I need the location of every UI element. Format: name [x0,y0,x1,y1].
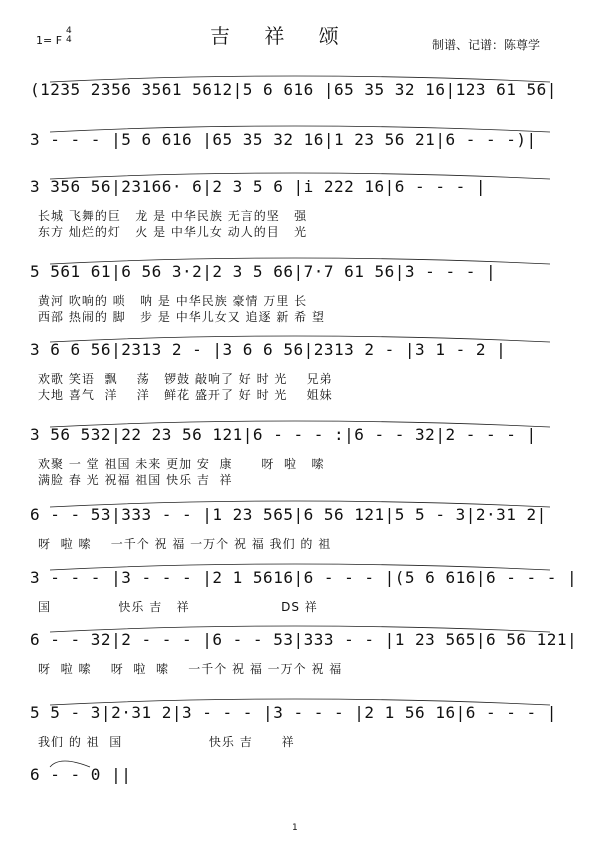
notation-line: (1235 2356 3561 5612|5 6 616 |65 35 32 16|123 61 56| [30,80,557,99]
song-title: 吉 祥 颂 [210,24,353,48]
notation-line: 3 356 56|23166· 6|2 3 5 6 |i 222 16|6 - - - | [30,177,486,196]
notation-line: 6 - - 32|2 - - - |6 - - 53|333 - - |1 23 565|6 56 121| [30,630,578,649]
score-line [30,177,578,247]
notation-line: 3 6 6 56|2313 2 - |3 6 6 56|2313 2 - |3 1 - 2 | [30,340,507,359]
lyric-line: 国 快乐 吉 祥 DS 祥 [38,600,318,614]
score-line [30,630,578,700]
slur-marks [30,560,578,572]
notation-line: 5 561 61|6 56 3·2|2 3 5 66|7·7 61 56|3 - - - | [30,262,497,281]
slur-marks [30,72,578,84]
slur-marks [30,695,578,707]
lyric-line: 长城 飞舞的巨 龙 是 中华民族 无言的坚 强 [38,209,308,223]
lyric-line: 欢聚 一 堂 祖国 未来 更加 安 康 呀 啦 嗦 [38,457,325,471]
arranger-credit: 制谱、记谱：陈尊学 [432,38,541,52]
slur-marks [30,332,578,344]
lyric-line: 呀 啦 嗦 一千个 祝 福 一万个 祝 福 我们 的 祖 [38,537,332,551]
meter-bottom: 4 [66,35,72,45]
slur-marks [30,497,578,509]
notation-line: 3 - - - |5 6 616 |65 35 32 16|1 23 56 21|6 - - -)| [30,130,537,149]
lyric-line: 满脸 春 光 祝福 祖国 快乐 吉 祥 [38,473,233,487]
slur-marks [30,169,578,181]
slur-marks [30,417,578,429]
notation-line: 6 - - 0 || [30,765,132,784]
slur-marks [30,757,578,769]
score-line [30,262,578,332]
slur-marks [30,254,578,266]
lyric-line: 大地 喜气 洋 洋 鲜花 盛开了 好 时 光 姐妹 [38,388,333,402]
notation-line: 3 - - - |3 - - - |2 1 5616|6 - - - |(5 6 616|6 - - - | [30,568,578,587]
notation-line: 3 56 532|22 23 56 121|6 - - - :|6 - - 32|2 - - - | [30,425,537,444]
notation-line: 5 5 - 3|2·31 2|3 - - - |3 - - - |2 1 56 16|6 - - - | [30,703,557,722]
lyric-line: 呀 啦 嗦 呀 啦 嗦 一千个 祝 福 一万个 祝 福 [38,662,343,676]
lyric-line: 黄河 吹响的 唢 呐 是 中华民族 豪情 万里 长 [38,294,308,308]
lyric-line: 欢歌 笑语 飘 荡 锣鼓 敲响了 好 时 光 兄弟 [38,372,333,386]
time-signature [66,27,72,45]
score-line [30,765,578,835]
lyric-line: 东方 灿烂的灯 火 是 中华儿女 动人的目 光 [38,225,308,239]
page-number: 1 [292,823,298,833]
lyric-line: 我们 的 祖 国 快乐 吉 祥 [38,735,295,749]
key-signature: 1= F [36,34,63,47]
notation-line: 6 - - 53|333 - - |1 23 565|6 56 121|5 5 - 3|2·31 2| [30,505,547,524]
score-line [30,340,578,410]
score-line [30,425,578,495]
slur-marks [30,122,578,134]
lyric-line: 西部 热闹的 脚 步 是 中华儿女又 追逐 新 希 望 [38,310,325,324]
slur-marks [30,622,578,634]
meter-top: 4 [66,26,72,36]
